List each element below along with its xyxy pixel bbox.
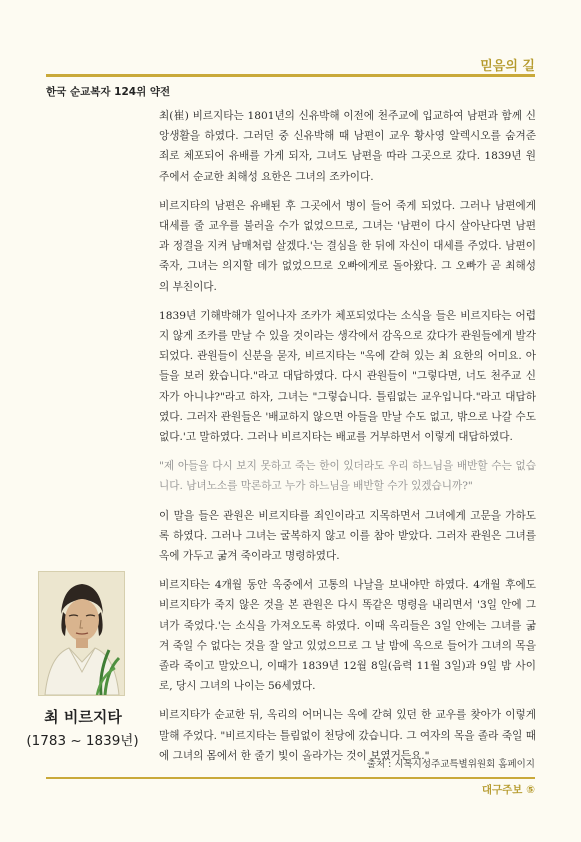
section-title: 믿음의 길 (480, 59, 535, 74)
paragraph-7: 비르지타가 순교한 뒤, 옥리의 어머니는 옥에 갇혀 있던 한 교우를 찾아가 이렇게 말해 주었다. "비르지타는 틀림없이 천당에 갔습니다. 그 여자의 목을 졸라 죽일 때에 그녀의 몸에서 한 줄기 빛이 올라가는 것이 보였거든요." (159, 709, 536, 762)
footer-publication: 대구주보 ⑤ (481, 784, 535, 796)
article-body (159, 106, 536, 775)
article-source: 출처 : 시복시성주교특별위원회 홈페이지 (366, 759, 535, 770)
portrait-name: 최 비르지타 (44, 708, 122, 726)
portrait-illustration (39, 572, 124, 695)
paragraph-3: 1839년 기해박해가 일어나자 조카가 체포되었다는 소식을 들은 비르지타는 어렵지 않게 조카를 만날 수 있을 것이라는 생각에서 감옥으로 갔다가 관원들에게 발각되었다. 관원들이 신분을 묻자, 비르지타는 "옥에 갇혀 있는 최 요한의 어미요. 아들을 보러 왔습니다."라고 대답하였다. 다시 관원들이 "그렇다면, 너도 천주교 신자가 아니냐?"라고 하자, 그녀는 "그렇습니다. 틀림없는 교우입니다."라고 대답하였다. 그러자 관원들은 '배교하지 않으면 아들을 만날 수도 없고, 밖으로 나갈 수도 없다.'고 말하였다. 그러나 비르지타는 배교를 거부하면서 이렇게 대답하였다. (159, 309, 536, 444)
article-subtitle: 한국 순교복자 124위 약전 (46, 86, 171, 98)
paragraph-5: 이 말을 들은 관원은 비르지타를 죄인이라고 지목하면서 그녀에게 고문을 가하도록 하였다. 그러나 그녀는 굴복하지 않고 이를 참아 받았다. 그러자 관원은 그녀를 옥에 가두고 굶겨 죽이라고 명령하였다. (159, 509, 536, 563)
paragraph-2: 비르지타의 남편은 유배된 후 그곳에서 병이 들어 죽게 되었다. 그러나 남편에게 대세를 줄 교우를 불러올 수가 없었으므로, 그녀는 '남편이 다시 살아난다면 남편과 정결을 지켜 남매처럼 살겠다.'는 결심을 한 뒤에 자신이 대세를 주었다. 남편이 죽자, 그녀는 의지할 데가 없었으므로 오빠에게로 돌아왔다. 그 오빠가 곧 최해성의 부친이다. (159, 199, 536, 293)
portrait-image (38, 571, 125, 696)
paragraph-1: 최(崔) 비르지타는 1801년의 신유박해 이전에 천주교에 입교하여 남편과 함께 신앙생활을 하였다. 그러던 중 신유박해 때 남편이 교우 황사영 알렉시오를 숨겨준 죄로 체포되어 유배를 가게 되자, 그녀도 남편을 따라 그곳으로 갔다. 1839년 원주에서 순교한 최해성 요한은 그녀의 조카이다. (159, 110, 536, 183)
paragraph-6: 비르지타는 4개월 동안 옥중에서 고통의 나날을 보내야만 하였다. 4개월 후에도 비르지타가 죽지 않은 것을 본 관원은 다시 똑같은 명령을 내리면서 '3일 안에 그녀가 죽었다.'는 소식을 가져오도록 하였다. 이때 옥리들은 3일 안에는 그녀를 굶겨 죽일 수 없다는 것을 잘 알고 있었으므로 그 날 밤에 옥으로 들어가 그녀의 목을 졸라 죽이고 말았으니, 이때가 1839년 12월 8일(음력 11월 3일)과 9일 밤 사이로, 당시 그녀의 나이는 56세였다. (159, 579, 536, 693)
footer-rule (46, 777, 535, 779)
quote-paragraph: "제 아들을 다시 보지 못하고 죽는 한이 있더라도 우리 하느님을 배반할 수는 없습니다. 남녀노소를 막론하고 누가 하느님을 배반할 수가 있겠습니까?" (159, 460, 536, 493)
header-rule (46, 74, 535, 77)
portrait-years: (1783 ~ 1839년) (26, 733, 139, 749)
